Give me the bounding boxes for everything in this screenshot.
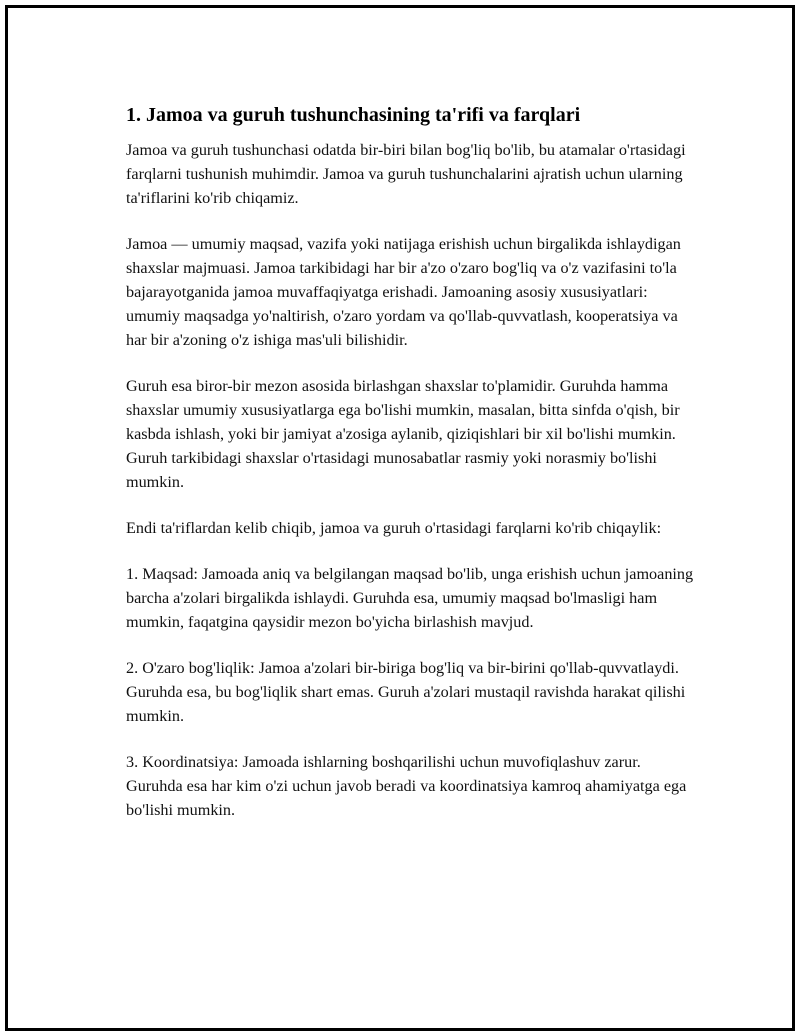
paragraph-intro: Jamoa va guruh tushunchasi odatda bir-biri bilan bog'liq bo'lib, bu atamalar o'rtasidagi farqlarni tushunish muhimdir. Jamoa va guruh tushunchalarini ajratish uchun ularning ta'riflarini ko'rib chiqamiz. bbox=[126, 141, 686, 207]
paragraph-jamoa-definition: Jamoa — umumiy maqsad, vazifa yoki natijaga erishish uchun birgalikda ishlaydigan shaxslar majmuasi. Jamoa tarkibidagi har bir a'zo o'zaro bog'liq va o'z vazifasini to'la bajarayotganida jamoa muvaffaqiyatga erishadi. Jamoaning asosiy xususiyatlari: umumiy maqsadga yo'naltirish, o'zaro yordam va qo'llab-quvvatlash, kooperatsiya va har bir a'zoning o'z ishiga mas'uli bilishidir. bbox=[126, 235, 681, 349]
paragraph-guruh-definition: Guruh esa biror-bir mezon asosida birlashgan shaxslar to'plamidir. Guruhda hamma shaxslar umumiy xususiyatlarga ega bo'lishi mumkin, masalan, bitta sinfda o'qish, bir kasbda ishlash, yoki bir jamiyat a'zosiga aylanib, qiziqishlari bir xil bo'lishi mumkin. Guruh tarkibidagi shaxslar o'rtasidagi munosabatlar rasmiy yoki norasmiy bo'lishi mumkin. bbox=[126, 377, 680, 491]
paragraph-point-maqsad: 1. Maqsad: Jamoada aniq va belgilangan maqsad bo'lib, unga erishish uchun jamoaning barcha a'zolari birgalikda ishlaydi. Guruhda esa, umumiy maqsad bo'lmasligi ham mumkin, faqatgina qaysidir mezon bo'yicha birlashish mavjud. bbox=[126, 565, 694, 631]
paragraph-point-bogliqlik: 2. O'zaro bog'liqlik: Jamoa a'zolari bir-biriga bog'liq va bir-birini qo'llab-quvvatlaydi. Guruhda esa, bu bog'liqlik shart emas. Guruh a'zolari mustaqil ravishda harakat qilishi mumkin. bbox=[126, 659, 686, 725]
page-frame bbox=[5, 5, 795, 1031]
document-body bbox=[126, 102, 696, 844]
paragraph-differences-intro: Endi ta'riflardan kelib chiqib, jamoa va guruh o'rtasidagi farqlarni ko'rib chiqaylik: bbox=[126, 519, 662, 537]
section-heading: 1. Jamoa va guruh tushunchasining ta'rifi va farqlari bbox=[126, 104, 581, 126]
paragraph-point-koordinatsiya: 3. Koordinatsiya: Jamoada ishlarning boshqarilishi uchun muvofiqlashuv zarur. Guruhda esa har kim o'zi uchun javob beradi va koordinatsiya kamroq ahamiyatga ega bo'lishi mumkin. bbox=[126, 753, 687, 819]
